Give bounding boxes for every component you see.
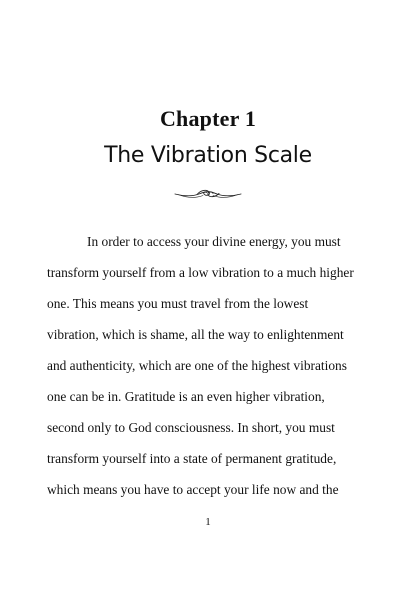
body-line: vibration, which is shame, all the way to enlightenment <box>47 327 344 342</box>
chapter-title: The Vibration Scale <box>104 143 312 168</box>
body-line: and authenticity, which are one of the highest vibrations <box>47 358 347 373</box>
body-line: second only to God consciousness. In short, you must <box>47 420 335 435</box>
body-line: one can be in. Gratitude is an even higher vibration, <box>47 389 325 404</box>
chapter-label: Chapter 1 <box>159 106 257 131</box>
chapter-body-paragraph <box>47 226 369 505</box>
swirl-divider-icon <box>173 186 243 200</box>
body-line: one. This means you must travel from the lowest <box>47 296 309 311</box>
page-number: 1 <box>205 516 211 528</box>
body-line: In order to access your divine energy, you must <box>87 234 341 249</box>
body-line: which means you have to accept your life now and the <box>47 482 339 497</box>
body-line: transform yourself from a low vibration to a much higher <box>47 265 354 280</box>
body-line: transform yourself into a state of permanent gratitude, <box>47 451 337 466</box>
